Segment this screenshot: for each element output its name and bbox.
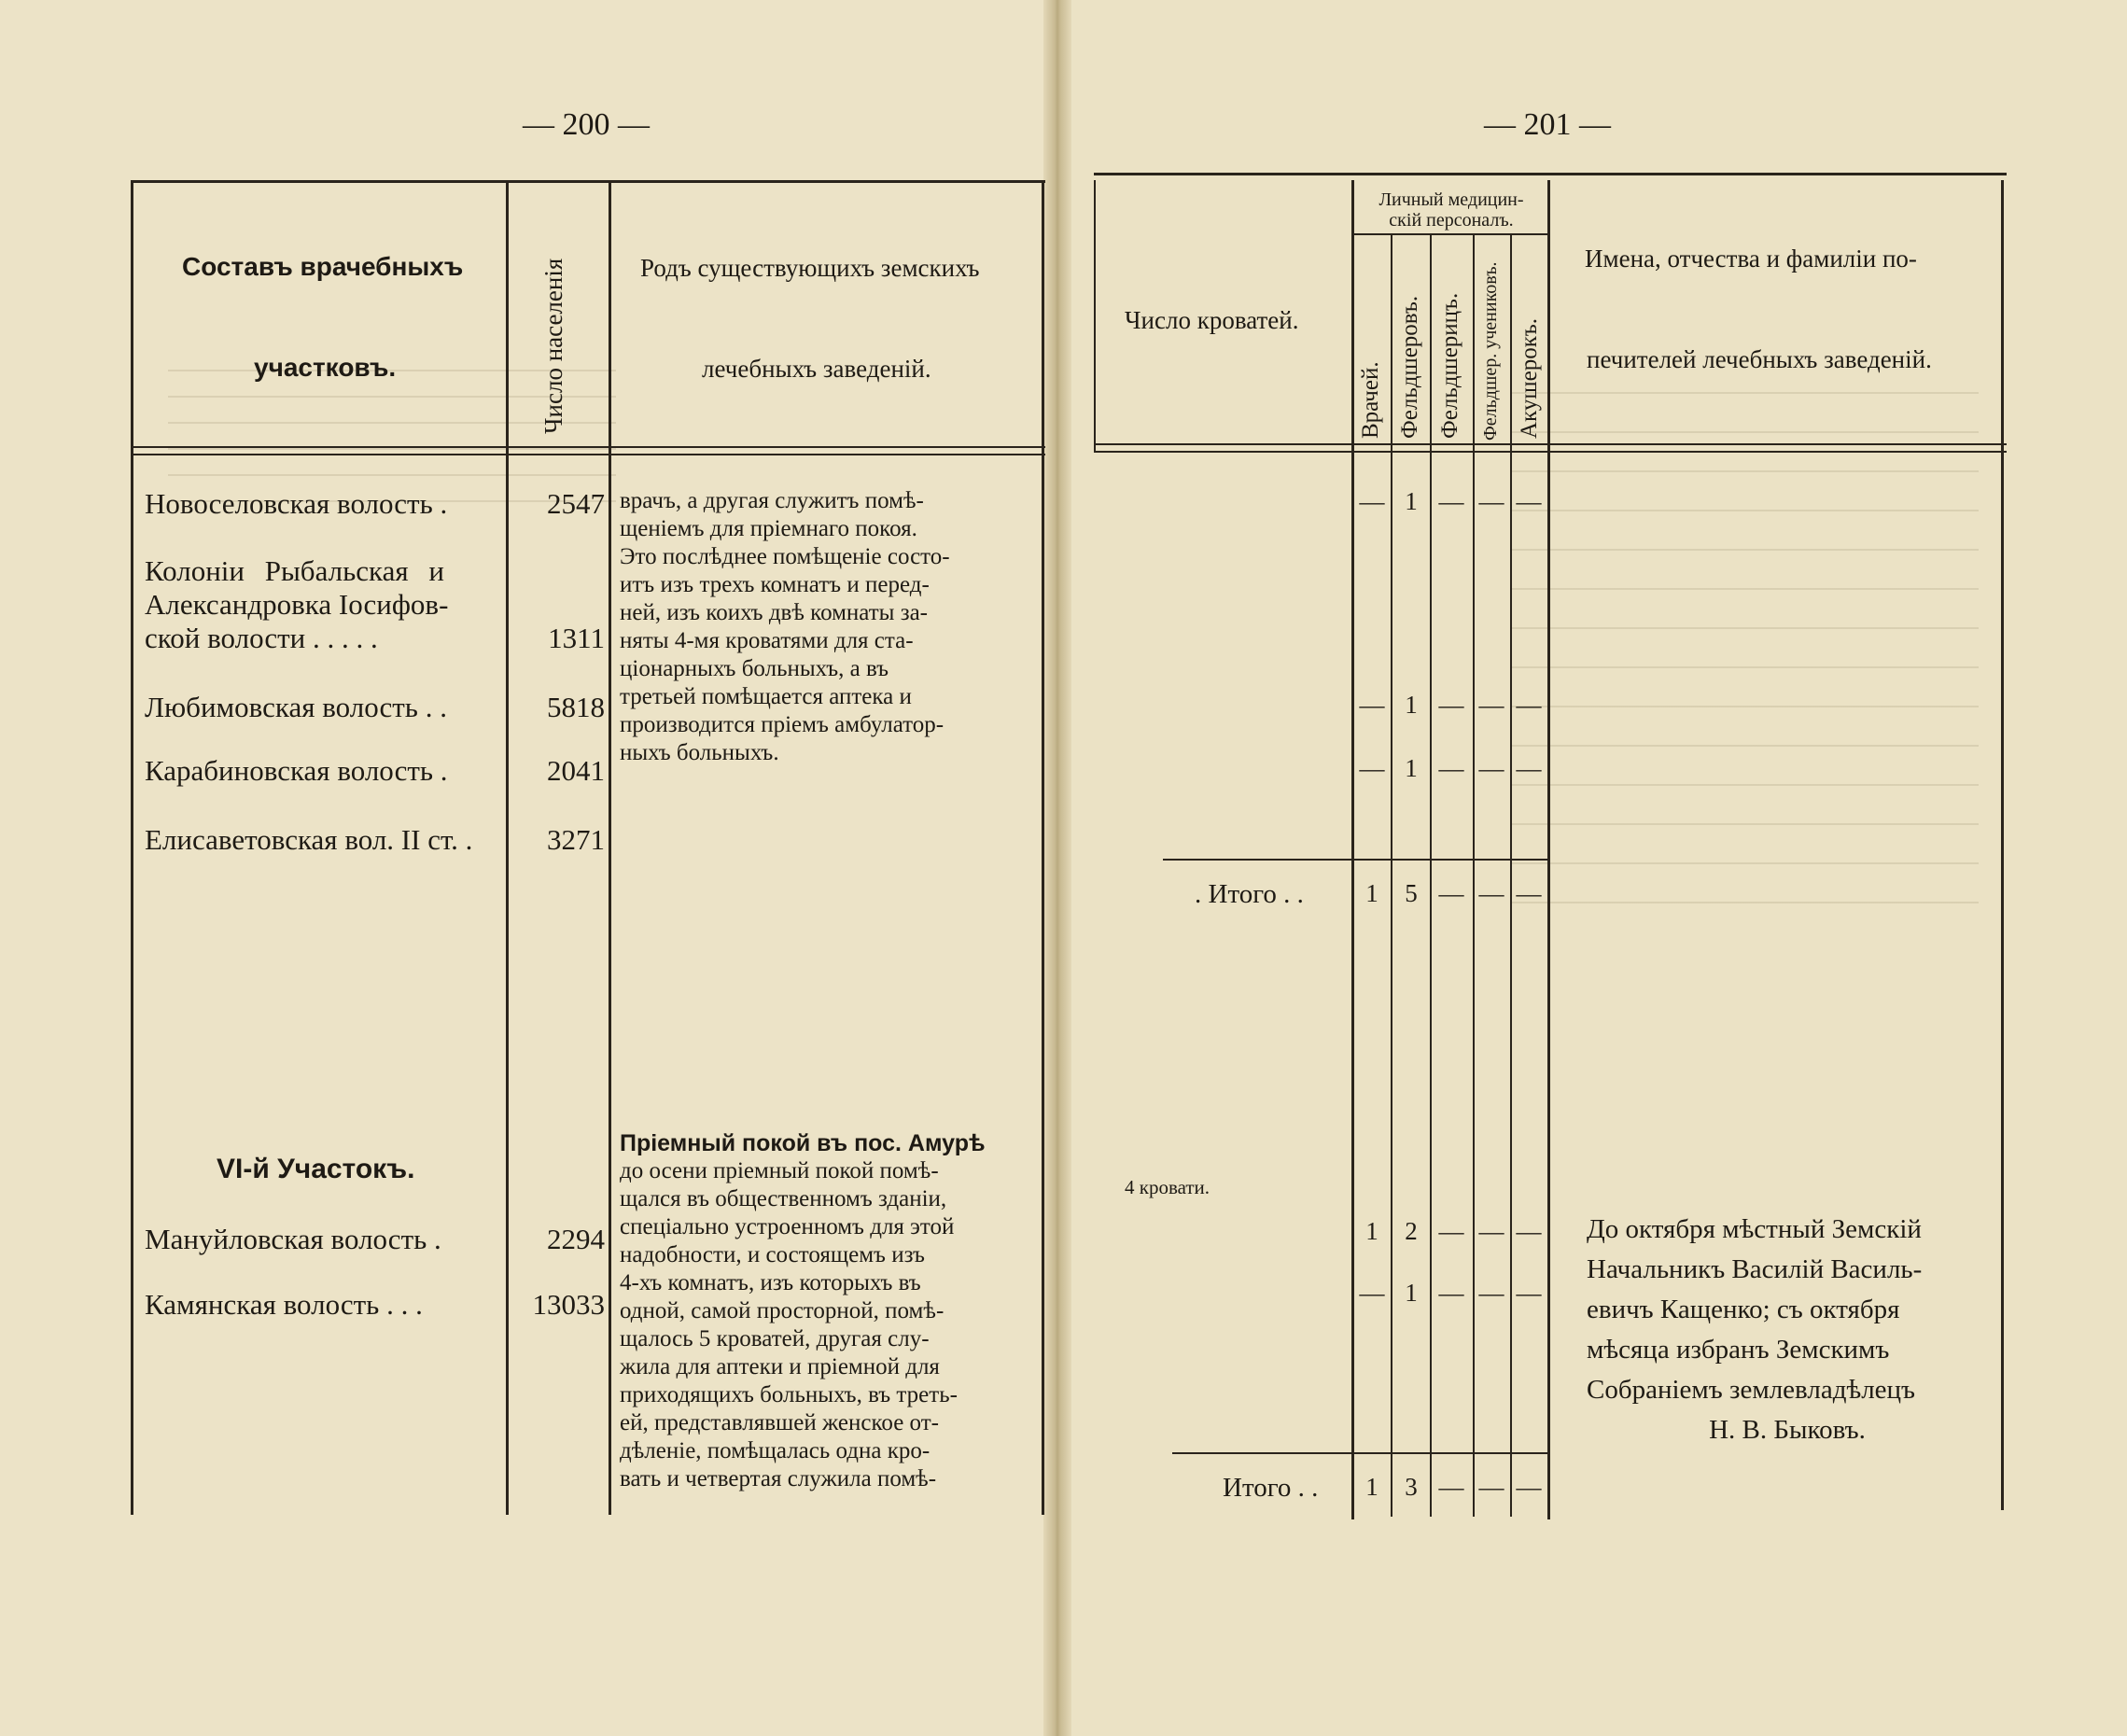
text-line: ней, изъ коихъ двѣ комнаты за- bbox=[620, 600, 929, 625]
column-rule bbox=[609, 180, 611, 1515]
district-name: Александровка Іосифов- bbox=[145, 588, 449, 621]
table-top-rule bbox=[1094, 173, 2007, 175]
cell-feldshers: 1 bbox=[1405, 487, 1418, 515]
total-feldshers-f: — bbox=[1438, 1473, 1464, 1501]
cell-feldshers: 1 bbox=[1405, 691, 1418, 719]
text-line: Начальникъ Василій Василь- bbox=[1587, 1254, 1923, 1284]
header-midwives: Акушерокъ. bbox=[1517, 317, 1542, 439]
cell-doctors: 1 bbox=[1365, 1217, 1378, 1245]
total-rule bbox=[1172, 1452, 1547, 1454]
header-line: Личный медицин- bbox=[1378, 189, 1524, 210]
cell-midwives: — bbox=[1516, 487, 1542, 515]
column-rule bbox=[1094, 180, 1096, 451]
district-name: Камянская волость . . . bbox=[145, 1288, 423, 1321]
text-line: врачъ, а другая служитъ помѣ- bbox=[620, 488, 924, 513]
column-rule bbox=[1351, 180, 1354, 1519]
district-name: Карабиновская волость . bbox=[145, 754, 448, 787]
cell-feldshers-f: — bbox=[1438, 487, 1464, 515]
total-midwives: — bbox=[1516, 1473, 1542, 1501]
column-rule bbox=[2001, 180, 2004, 1510]
total-feldshers: 5 bbox=[1405, 879, 1418, 907]
text-line: Собраніемъ землевладѣлецъ bbox=[1587, 1375, 1916, 1405]
text-line: производится пріемъ амбулатор- bbox=[620, 712, 945, 737]
text-line: надобности, и состоящемъ изъ bbox=[620, 1242, 925, 1267]
header-line: скій персоналъ. bbox=[1389, 210, 1514, 231]
group-rule bbox=[1351, 233, 1547, 235]
text-line: евичъ Кащенко; съ октября bbox=[1587, 1295, 1900, 1324]
book-spine bbox=[1043, 0, 1071, 1736]
facility-description bbox=[620, 487, 1029, 767]
header-feldshers-m: Фельдшеровъ. bbox=[1397, 295, 1422, 439]
district-name: Новоселовская волость . bbox=[145, 487, 448, 520]
text-line: ей, представлявшей женское от- bbox=[620, 1410, 939, 1435]
column-rule bbox=[1391, 233, 1392, 1517]
header-beds: Число кроватей. bbox=[1125, 306, 1299, 334]
cell-doctors: — bbox=[1359, 754, 1385, 782]
text-line: мѣсяца избранъ Земскимъ bbox=[1587, 1335, 1890, 1365]
text-line: дѣленіе, помѣщалась одна кро- bbox=[620, 1438, 931, 1463]
text-line: ціонарныхъ больныхъ, а въ bbox=[620, 656, 889, 681]
text-line: Н. В. Быковъ. bbox=[1709, 1415, 1866, 1445]
population-value: 13033 bbox=[532, 1288, 605, 1321]
district-name: Колоніи Рыбальская и bbox=[145, 554, 444, 587]
column-rule bbox=[506, 180, 509, 1515]
cell-doctors: — bbox=[1359, 691, 1385, 719]
cell-students: — bbox=[1478, 1217, 1504, 1245]
header-names-line2: печителей лечебныхъ заведеній. bbox=[1587, 345, 1932, 373]
population-value: 2547 bbox=[547, 487, 605, 520]
page-number-left: — 200 — bbox=[523, 107, 650, 142]
column-rule bbox=[1547, 180, 1550, 1519]
trustee-text bbox=[1587, 1210, 1988, 1450]
header-rule bbox=[131, 446, 1045, 448]
header-rule bbox=[131, 454, 1045, 455]
text-line: жила для аптеки и пріемной для bbox=[620, 1354, 940, 1379]
cell-midwives: — bbox=[1516, 754, 1542, 782]
cell-midwives: — bbox=[1516, 1217, 1542, 1245]
cell-students: — bbox=[1478, 691, 1504, 719]
total-students: — bbox=[1478, 879, 1504, 907]
facility-description bbox=[620, 1129, 1029, 1493]
text-line: итъ изъ трехъ комнатъ и перед- bbox=[620, 572, 930, 597]
total-feldshers-f: — bbox=[1438, 879, 1464, 907]
cell-feldshers-f: — bbox=[1438, 754, 1464, 782]
total-rule bbox=[1163, 859, 1547, 861]
header-rule bbox=[1094, 443, 2007, 445]
total-label: . Итого . . bbox=[1195, 879, 1304, 909]
table-top-rule bbox=[131, 180, 1045, 183]
header-doctors: Врачей. bbox=[1358, 361, 1383, 439]
population-value: 2041 bbox=[547, 754, 605, 787]
section-title: VI-й Участокъ. bbox=[217, 1154, 415, 1184]
cell-feldshers: 1 bbox=[1405, 754, 1418, 782]
text-line: Это послѣднее помѣщеніе состо- bbox=[620, 544, 950, 569]
total-doctors: 1 bbox=[1365, 879, 1378, 907]
cell-midwives: — bbox=[1516, 1279, 1542, 1307]
header-feldshers-f: Фельдшерицъ. bbox=[1437, 292, 1462, 439]
text-line: До октября мѣстный Земскій bbox=[1587, 1214, 1922, 1244]
text-line: щалось 5 кроватей, другая слу- bbox=[620, 1326, 930, 1351]
population-value: 5818 bbox=[547, 691, 605, 723]
column-rule bbox=[1473, 233, 1475, 1517]
text-line: няты 4-мя кроватями для ста- bbox=[620, 628, 914, 653]
cell-midwives: — bbox=[1516, 691, 1542, 719]
header-district-line1: Составъ врачебныхъ bbox=[182, 252, 464, 281]
cell-doctors: — bbox=[1359, 487, 1385, 515]
total-students: — bbox=[1478, 1473, 1504, 1501]
district-name: Елисаветовская вол. II ст. . bbox=[145, 823, 473, 856]
header-facilities-line2: лечебныхъ заведеній. bbox=[702, 355, 931, 383]
population-value: 1311 bbox=[548, 622, 605, 654]
cell-feldshers-f: — bbox=[1438, 1279, 1464, 1307]
text-line: одной, самой просторной, помѣ- bbox=[620, 1298, 945, 1323]
text-line: ныхъ больныхъ. bbox=[620, 740, 779, 765]
text-line: вать и четвертая служила помѣ- bbox=[620, 1466, 937, 1491]
total-midwives: — bbox=[1516, 879, 1542, 907]
header-names-line1: Имена, отчества и фамиліи по- bbox=[1585, 245, 1917, 273]
column-rule bbox=[1510, 233, 1512, 1517]
cell-students: — bbox=[1478, 754, 1504, 782]
header-district-line2: участковъ. bbox=[254, 353, 397, 382]
paragraph-lead: Пріемный покой въ пос. Амурѣ bbox=[620, 1130, 986, 1156]
total-label: Итого . . bbox=[1223, 1473, 1319, 1503]
district-name: ской волости . . . . . bbox=[145, 622, 378, 654]
cell-feldshers: 1 bbox=[1405, 1279, 1418, 1307]
column-rule bbox=[1042, 180, 1044, 1515]
district-name: Мануйловская волость . bbox=[145, 1223, 441, 1255]
header-personnel-group bbox=[1361, 189, 1542, 231]
text-line: щался въ общественномъ зданіи, bbox=[620, 1186, 947, 1211]
column-rule bbox=[131, 180, 133, 1515]
cell-feldshers-f: — bbox=[1438, 691, 1464, 719]
text-line: приходящихъ больныхъ, въ треть- bbox=[620, 1382, 958, 1407]
page-number-right: — 201 — bbox=[1484, 107, 1611, 142]
cell-doctors: — bbox=[1359, 1279, 1385, 1307]
header-rule bbox=[1094, 451, 2007, 453]
cell-students: — bbox=[1478, 1279, 1504, 1307]
text-line: третьей помѣщается аптека и bbox=[620, 684, 912, 709]
total-doctors: 1 bbox=[1365, 1473, 1378, 1501]
population-value: 3271 bbox=[547, 823, 605, 856]
district-name: Любимовская волость . . bbox=[145, 691, 447, 723]
header-facilities-line1: Родъ существующихъ земскихъ bbox=[640, 254, 980, 282]
population-value: 2294 bbox=[547, 1223, 605, 1255]
header-population: Число населенія bbox=[539, 258, 567, 434]
text-line: щеніемъ для пріемнаго покоя. bbox=[620, 516, 917, 541]
text-line: 4-хъ комнатъ, изъ которыхъ въ bbox=[620, 1270, 921, 1295]
total-feldshers: 3 bbox=[1405, 1473, 1418, 1501]
text-line: до осени пріемный покой помѣ- bbox=[620, 1158, 939, 1183]
cell-feldshers: 2 bbox=[1405, 1217, 1418, 1245]
beds-note: 4 кровати. bbox=[1125, 1176, 1210, 1198]
header-feldsher-students: Фельдшер. учениковъ. bbox=[1480, 261, 1501, 441]
column-rule bbox=[1430, 233, 1432, 1517]
text-line: спеціально устроенномъ для этой bbox=[620, 1214, 955, 1239]
cell-feldshers-f: — bbox=[1438, 1217, 1464, 1245]
bleed-through-texture bbox=[1512, 355, 1979, 915]
cell-students: — bbox=[1478, 487, 1504, 515]
